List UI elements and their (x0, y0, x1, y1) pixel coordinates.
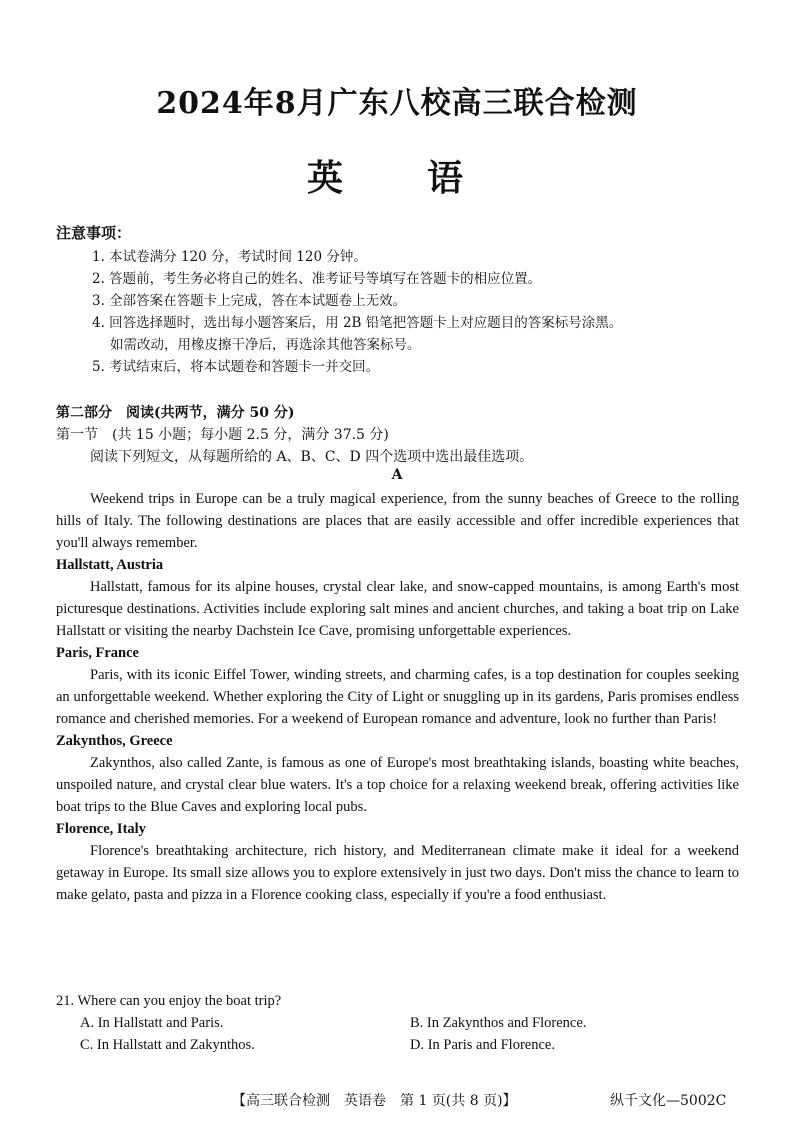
place-heading: Zakynthos, Greece (56, 733, 173, 749)
place-paragraph: Florence's breathtaking architecture, rich history, and Mediterranean climate make it ideal for a weekend getaway in Europe. Its small size allows you to explore extensively in just two days. Don't miss the chance to learn to make gelato, pasta and pizza in a Florence cooking class, especially if you're a food enthusiast. (56, 843, 739, 903)
exam-title: 2024年8月广东八校高三联合检测 (156, 86, 638, 121)
part-two-heading: 第二部分 阅读(共两节，满分 50 分) (56, 405, 295, 421)
reading-instruction: 阅读下列短文，从每题所给的 A、B、C、D 四个选项中选出最佳选项。 (90, 449, 534, 465)
passage-intro: Weekend trips in Europe can be a truly magical experience, from the sunny beaches of Greece to the rolling hills of Italy. The following destinations are places that are easily accessible and offer incredible experiences that you'll always remember. (56, 491, 739, 551)
question-21-options (80, 1012, 740, 1056)
option-d: D. In Paris and Florence. (410, 1037, 555, 1053)
passage-body (56, 488, 739, 906)
notice-item: 2. 答题前，考生务必将自己的姓名、准考证号等填写在答题卡的相应位置。 (92, 271, 542, 287)
place-paragraph: Paris, with its iconic Eiffel Tower, winding streets, and charming cafes, is a top destination for couples seeking an unforgettable weekend. Whether exploring the City of Light or snuggling up in its gardens, Paris promises endless romance and cherished memories. For a weekend of European romance and adventure, look no further than Paris! (56, 667, 739, 727)
question-21-stem: 21. Where can you enjoy the boat trip? (56, 993, 282, 1009)
place-heading: Florence, Italy (56, 821, 146, 837)
footer-publisher-code: 纵千文化—5002C (610, 1093, 727, 1109)
option-c: C. In Hallstatt and Zakynthos. (80, 1037, 255, 1053)
option-b: B. In Zakynthos and Florence. (410, 1015, 587, 1031)
notice-item-continuation (56, 334, 756, 356)
subject-title: 英 语 (306, 157, 487, 199)
notice-item: 3. 全部答案在答题卡上完成，答在本试题卷上无效。 (92, 293, 407, 309)
option-a: A. In Hallstatt and Paris. (80, 1015, 224, 1031)
notice-item: 4. 回答选择题时，选出每小题答案后，用 2B 铅笔把答题卡上对应题目的答案标号涂黑。 (92, 315, 623, 331)
notice-item: 1. 本试卷满分 120 分，考试时间 120 分钟。 (92, 249, 367, 265)
notice-item-continuation-text: 如需改动，用橡皮擦干净后，再选涂其他答案标号。 (110, 337, 421, 353)
place-paragraph: Hallstatt, famous for its alpine houses, crystal clear lake, and snow-capped mountains, is among Earth's most picturesque destinations. Activities include exploring salt mines and ancient churches, and taking a boat trip on Lake Hallstatt or visiting the nearby Dachstein Ice Cave, promising unforgettable experiences. (56, 579, 739, 639)
notice-item: 5. 考试结束后，将本试题卷和答题卡一并交回。 (92, 359, 380, 375)
passage-letter: A (391, 467, 403, 483)
place-heading: Paris, France (56, 645, 139, 661)
notice-heading: 注意事项： (56, 224, 132, 242)
place-paragraph: Zakynthos, also called Zante, is famous as one of Europe's most breathtaking islands, boasting white beaches, unspoiled nature, and crystal clear blue waters. It's a top choice for a relaxing weekend break, offering activities like boat trips to the Blue Caves and exploring local pubs. (56, 755, 739, 815)
place-heading: Hallstatt, Austria (56, 557, 164, 573)
notice-list (56, 246, 756, 378)
section-one-heading: 第一节 (共 15 小题；每小题 2.5 分，满分 37.5 分) (56, 427, 389, 443)
footer-page-info: 【高三联合检测 英语卷 第 1 页(共 8 页)】 (232, 1093, 517, 1109)
